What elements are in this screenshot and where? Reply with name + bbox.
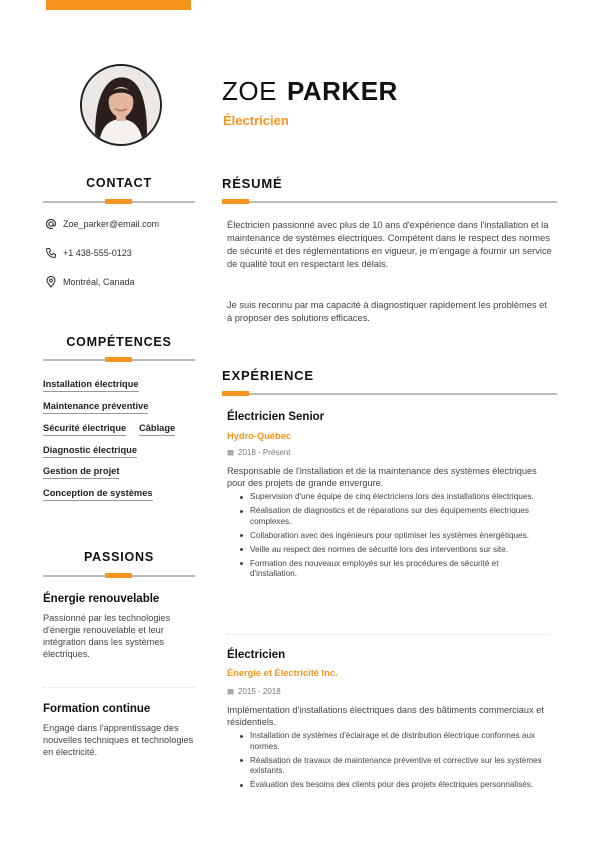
contact-location — [45, 276, 135, 288]
passions-heading: PASSIONS — [83, 550, 155, 564]
experience-heading: EXPÉRIENCE — [222, 368, 314, 383]
calendar-icon — [227, 449, 234, 456]
job-title-entry: Électricien — [227, 649, 286, 661]
location-pin-icon — [45, 276, 57, 288]
passion-text: Passionné par les technologies d'énergie renouvelable et leur intégration dans les systèmes électriques. — [43, 613, 171, 659]
job-company: Hydro-Québec — [227, 431, 292, 441]
job-bullet: Réalisation de diagnostics et de réparations sur des équipements électriques complexes. — [240, 506, 545, 527]
summary-paragraph: Je suis reconnu par ma capacité à diagnostiquer rapidement les problèmes et à proposer des solutions efficaces. — [227, 300, 547, 323]
job-description: Responsable de l'installation et de la maintenance des systèmes électriques pour des projets de grande envergure. — [227, 466, 537, 488]
passion-title: Formation continue — [43, 703, 151, 715]
experience-rule — [222, 393, 557, 395]
location-text: Montréal, Canada — [63, 277, 135, 287]
last-name: PARKER — [286, 76, 398, 106]
job-company: Énergie et Électricité Inc. — [227, 668, 338, 678]
passion-text: Engagé dans l'apprentissage des nouvelles techniques et technologies en électricité. — [43, 723, 194, 757]
job-dates-text: 2018 - Présent — [238, 448, 291, 457]
profile-photo — [82, 66, 160, 144]
job-dates — [227, 448, 290, 457]
skill-tag: Câblage — [139, 423, 175, 436]
contact-heading: CONTACT — [86, 176, 152, 190]
skills-rule — [43, 359, 195, 361]
experience-divider — [227, 634, 549, 635]
skill-tag: Gestion de projet — [43, 466, 119, 479]
skill-tag: Sécurité électrique — [43, 423, 126, 436]
job-title-entry: Électricien Senior — [227, 411, 325, 423]
job-bullet: Évaluation des besoins des clients pour des projets électriques personnalisés. — [240, 780, 545, 791]
contact-rule — [43, 201, 195, 203]
passion-divider — [43, 687, 195, 688]
job-bullet: Installation de systèmes d'éclairage et de distribution électrique conformes aux normes. — [240, 731, 545, 752]
job-bullets — [240, 492, 545, 583]
candidate-name — [222, 76, 398, 107]
summary-paragraph: Électricien passionné avec plus de 10 ans d'expérience dans l'installation et la maintenance de systèmes électriques. Compétent dans le respect des normes de sécurité et des réglementations en vigueur, je m'engage à fournir un service de qualité tout en respectant les délais. — [227, 220, 552, 269]
first-name: ZOE — [222, 76, 277, 106]
phone-icon — [45, 247, 57, 259]
avatar — [80, 64, 162, 146]
summary-rule — [222, 201, 557, 203]
passions-rule — [43, 575, 195, 577]
contact-email[interactable] — [45, 218, 159, 230]
job-bullet: Supervision d'une équipe de cinq électriciens lors des installations électriques. — [240, 492, 545, 503]
job-bullet: Formation des nouveaux employés sur les procédures de sécurité et d'installation. — [240, 559, 545, 580]
phone-text: +1 438-555-0123 — [63, 248, 132, 258]
contact-phone[interactable] — [45, 247, 132, 259]
at-icon — [45, 218, 57, 230]
job-title: Électricien — [223, 113, 289, 128]
skills-heading: COMPÉTENCES — [66, 335, 172, 349]
job-dates-text: 2015 - 2018 — [238, 687, 281, 696]
job-bullet: Réalisation de travaux de maintenance préventive et corrective sur les systèmes existants. — [240, 756, 545, 777]
email-text: Zoe_parker@email.com — [63, 219, 160, 229]
job-bullet: Collaboration avec des ingénieurs pour optimiser les systèmes énergétiques. — [240, 531, 545, 542]
skill-tag: Installation électrique — [43, 379, 139, 392]
summary-heading: RÉSUMÉ — [222, 176, 283, 191]
skill-tag: Diagnostic électrique — [43, 445, 137, 458]
job-description: Implémentation d'installations électriques dans des bâtiments commerciaux et résidentiels. — [227, 705, 544, 727]
job-bullets — [240, 731, 545, 794]
passion-title: Énergie renouvelable — [43, 593, 160, 605]
job-bullet: Veille au respect des normes de sécurité lors des interventions sur site. — [240, 545, 545, 556]
job-dates — [227, 687, 281, 696]
calendar-icon — [227, 688, 234, 695]
skill-tag: Maintenance préventive — [43, 401, 148, 414]
top-accent-bar — [46, 0, 191, 10]
skill-tag: Conception de systèmes — [43, 488, 153, 501]
